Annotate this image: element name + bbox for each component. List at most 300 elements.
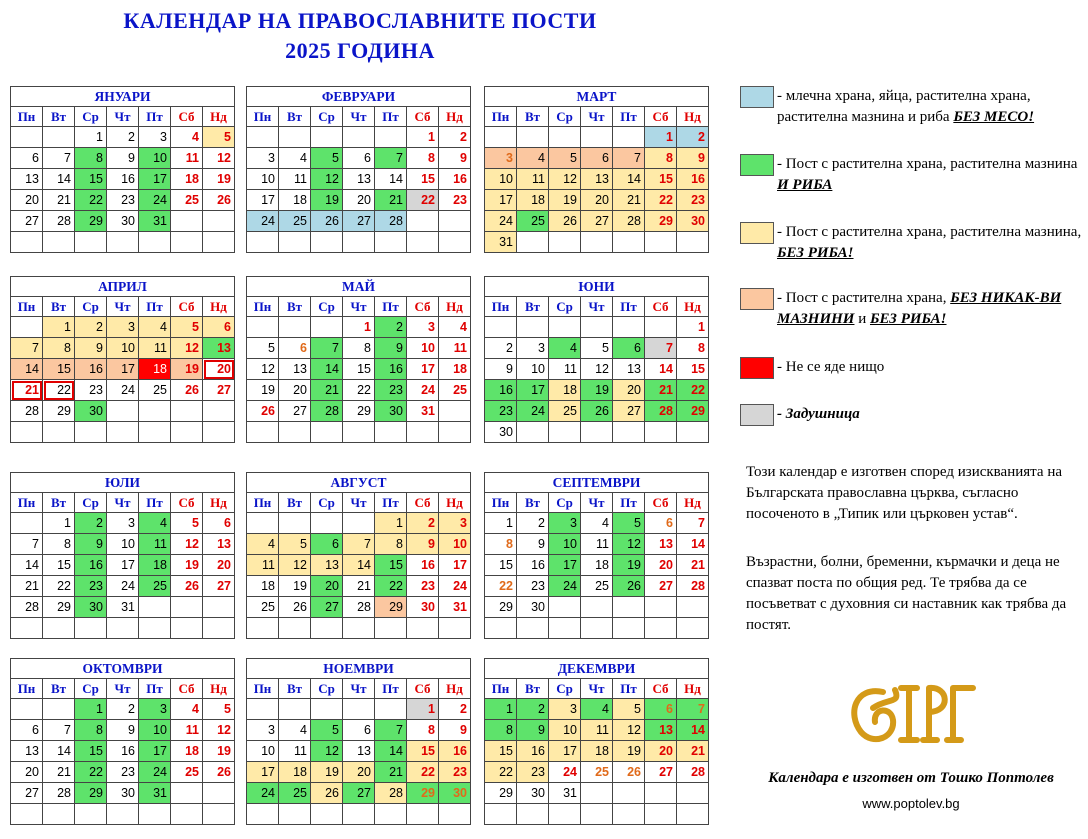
day-cell: 31 (139, 211, 171, 232)
week-row (485, 169, 709, 190)
day-cell: 22 (343, 380, 375, 401)
day-cell: 19 (549, 190, 581, 211)
empty-cell (139, 618, 171, 639)
legend-text-none: - Не се яде нищо (777, 359, 885, 375)
day-cell: 21 (311, 380, 343, 401)
day-cell: 21 (613, 190, 645, 211)
day-cell: 9 (677, 148, 709, 169)
empty-cell (517, 804, 549, 825)
day-cell: 6 (11, 148, 43, 169)
day-cell: 13 (311, 555, 343, 576)
empty-cell (343, 422, 375, 443)
month-name: МАРТ (485, 87, 709, 107)
day-cell: 9 (439, 148, 471, 169)
day-cell: 9 (517, 720, 549, 741)
empty-cell (343, 127, 375, 148)
day-cell: 2 (75, 513, 107, 534)
weekday-header: Чт (107, 679, 139, 699)
empty-cell (549, 597, 581, 618)
weekday-header: Чт (343, 107, 375, 127)
day-cell: 25 (171, 190, 203, 211)
day-cell: 22 (407, 190, 439, 211)
legend-text-oil: - Пост с растителна храна, растителна мазнина, БЕЗ РИБА! (777, 224, 1082, 261)
week-row (485, 190, 709, 211)
day-cell: 5 (311, 720, 343, 741)
day-cell: 25 (581, 576, 613, 597)
day-cell: 16 (407, 555, 439, 576)
month-table (484, 658, 709, 825)
week-row (11, 555, 235, 576)
month-calendar (484, 658, 709, 825)
empty-cell (549, 618, 581, 639)
empty-cell (171, 232, 203, 253)
week-row (485, 618, 709, 639)
empty-cell (311, 804, 343, 825)
empty-cell (375, 699, 407, 720)
empty-cell (107, 618, 139, 639)
day-cell: 15 (343, 359, 375, 380)
legend-text-milk: - млечна храна, яйца, растителна храна, растителна мазнина и риба БЕЗ МЕСО! (777, 88, 1035, 125)
day-cell: 8 (43, 338, 75, 359)
weekday-header: Вт (43, 679, 75, 699)
day-cell: 30 (375, 401, 407, 422)
empty-cell (171, 422, 203, 443)
day-cell: 31 (107, 597, 139, 618)
day-cell: 17 (439, 555, 471, 576)
empty-cell (343, 513, 375, 534)
day-cell: 13 (645, 534, 677, 555)
day-cell: 30 (485, 422, 517, 443)
empty-cell (43, 127, 75, 148)
day-cell: 26 (247, 401, 279, 422)
day-cell: 2 (407, 513, 439, 534)
day-cell: 14 (11, 359, 43, 380)
empty-cell (613, 232, 645, 253)
day-cell: 26 (311, 211, 343, 232)
day-cell: 10 (485, 169, 517, 190)
day-cell: 22 (43, 576, 75, 597)
day-cell: 28 (375, 211, 407, 232)
day-cell: 21 (677, 741, 709, 762)
day-cell: 20 (311, 576, 343, 597)
weekday-header: Пн (247, 679, 279, 699)
weekday-header: Сб (171, 297, 203, 317)
week-row (247, 359, 471, 380)
weekday-header: Пн (485, 297, 517, 317)
empty-cell (343, 232, 375, 253)
day-cell: 17 (139, 169, 171, 190)
empty-cell (613, 422, 645, 443)
week-row (485, 401, 709, 422)
month-calendar (246, 276, 471, 443)
day-cell: 22 (75, 190, 107, 211)
day-cell: 5 (549, 148, 581, 169)
day-cell: 27 (11, 783, 43, 804)
day-cell: 3 (485, 148, 517, 169)
empty-cell (343, 804, 375, 825)
day-cell: 25 (247, 597, 279, 618)
day-cell: 16 (75, 359, 107, 380)
day-cell: 18 (549, 380, 581, 401)
week-row (11, 804, 235, 825)
day-cell: 4 (549, 338, 581, 359)
weekday-header: Сб (645, 679, 677, 699)
day-cell: 24 (247, 211, 279, 232)
day-cell: 22 (645, 190, 677, 211)
week-row (247, 762, 471, 783)
day-cell: 24 (517, 401, 549, 422)
weekday-header: Пн (11, 297, 43, 317)
empty-cell (279, 232, 311, 253)
day-cell: 27 (279, 401, 311, 422)
empty-cell (247, 513, 279, 534)
day-cell: 15 (43, 359, 75, 380)
day-cell: 19 (311, 762, 343, 783)
week-row (247, 804, 471, 825)
weekday-header: Чт (107, 107, 139, 127)
month-name: АПРИЛ (11, 277, 235, 297)
empty-cell (375, 804, 407, 825)
empty-cell (107, 422, 139, 443)
weekday-header: Чт (107, 493, 139, 513)
day-cell: 25 (279, 211, 311, 232)
weekday-header: Пт (613, 679, 645, 699)
day-cell: 30 (677, 211, 709, 232)
day-cell: 1 (485, 513, 517, 534)
day-cell: 15 (75, 169, 107, 190)
day-cell: 6 (11, 720, 43, 741)
day-cell: 19 (203, 741, 235, 762)
day-cell: 18 (581, 555, 613, 576)
day-cell: 27 (581, 211, 613, 232)
weekday-header: Пт (139, 493, 171, 513)
week-row (247, 148, 471, 169)
empty-cell (485, 618, 517, 639)
empty-cell (549, 317, 581, 338)
week-row (485, 513, 709, 534)
day-cell: 10 (517, 359, 549, 380)
weekday-header: Нд (203, 493, 235, 513)
day-cell: 12 (549, 169, 581, 190)
day-cell: 9 (517, 534, 549, 555)
week-row (247, 720, 471, 741)
day-cell: 3 (549, 699, 581, 720)
empty-cell (439, 232, 471, 253)
week-row (485, 380, 709, 401)
day-cell: 14 (613, 169, 645, 190)
legend-swatch-memorial (740, 404, 774, 426)
weekday-header: Вт (279, 297, 311, 317)
day-cell: 18 (139, 555, 171, 576)
empty-cell (279, 618, 311, 639)
week-row (11, 783, 235, 804)
weekday-header: Пт (139, 107, 171, 127)
week-row (247, 576, 471, 597)
day-cell: 19 (171, 359, 203, 380)
weekday-header: Вт (43, 297, 75, 317)
day-cell: 5 (613, 699, 645, 720)
day-cell: 4 (581, 699, 613, 720)
day-cell: 6 (581, 148, 613, 169)
day-cell: 28 (11, 597, 43, 618)
week-row (247, 783, 471, 804)
day-cell: 16 (517, 555, 549, 576)
empty-cell (75, 804, 107, 825)
day-cell: 4 (279, 148, 311, 169)
weekday-header: Пн (485, 107, 517, 127)
empty-cell (439, 211, 471, 232)
month-calendar (246, 472, 471, 639)
day-cell: 12 (311, 741, 343, 762)
day-cell: 23 (517, 576, 549, 597)
empty-cell (375, 232, 407, 253)
day-cell: 31 (439, 597, 471, 618)
day-cell: 29 (645, 211, 677, 232)
day-cell: 11 (171, 148, 203, 169)
day-cell: 28 (11, 401, 43, 422)
week-row (247, 699, 471, 720)
day-cell: 6 (203, 513, 235, 534)
empty-cell (485, 127, 517, 148)
day-cell: 20 (203, 555, 235, 576)
week-row (485, 232, 709, 253)
day-cell: 28 (343, 597, 375, 618)
day-cell: 18 (517, 190, 549, 211)
empty-cell (43, 618, 75, 639)
day-cell: 3 (139, 699, 171, 720)
day-cell: 9 (375, 338, 407, 359)
empty-cell (613, 317, 645, 338)
empty-cell (677, 597, 709, 618)
week-row (247, 422, 471, 443)
empty-cell (107, 401, 139, 422)
week-row (247, 211, 471, 232)
weekday-header: Ср (311, 107, 343, 127)
day-cell: 12 (613, 720, 645, 741)
day-cell: 30 (75, 401, 107, 422)
day-cell: 13 (11, 741, 43, 762)
day-cell: 6 (645, 699, 677, 720)
week-row (247, 127, 471, 148)
day-cell: 4 (581, 513, 613, 534)
day-cell: 28 (43, 211, 75, 232)
month-name: ЮНИ (485, 277, 709, 297)
day-cell: 10 (107, 534, 139, 555)
day-cell: 27 (343, 211, 375, 232)
day-cell: 3 (107, 513, 139, 534)
empty-cell (107, 232, 139, 253)
month-table (484, 86, 709, 253)
empty-cell (645, 232, 677, 253)
empty-cell (581, 127, 613, 148)
day-cell: 8 (75, 148, 107, 169)
weekday-header: Чт (581, 297, 613, 317)
empty-cell (439, 422, 471, 443)
day-cell: 23 (439, 190, 471, 211)
weekday-header: Ср (549, 107, 581, 127)
legend-swatch-fish (740, 154, 774, 176)
day-cell: 13 (11, 169, 43, 190)
month-calendar (246, 86, 471, 253)
day-cell: 1 (407, 127, 439, 148)
empty-cell (581, 232, 613, 253)
day-cell: 7 (375, 148, 407, 169)
day-cell: 16 (517, 741, 549, 762)
day-cell: 20 (343, 190, 375, 211)
day-cell: 1 (75, 127, 107, 148)
empty-cell (645, 422, 677, 443)
month-table (10, 472, 235, 639)
empty-cell (517, 232, 549, 253)
empty-cell (171, 618, 203, 639)
empty-cell (139, 232, 171, 253)
day-cell: 29 (375, 597, 407, 618)
day-cell: 1 (343, 317, 375, 338)
day-cell: 26 (203, 762, 235, 783)
week-row (247, 513, 471, 534)
day-cell: 15 (677, 359, 709, 380)
empty-cell (549, 232, 581, 253)
empty-cell (43, 804, 75, 825)
weekday-header: Чт (343, 493, 375, 513)
week-row (11, 338, 235, 359)
week-row (11, 211, 235, 232)
day-cell: 7 (677, 513, 709, 534)
month-name: МАЙ (247, 277, 471, 297)
day-cell: 13 (343, 169, 375, 190)
week-row (247, 597, 471, 618)
empty-cell (517, 317, 549, 338)
month-name: ДЕКЕМВРИ (485, 659, 709, 679)
week-row (485, 762, 709, 783)
week-row (11, 699, 235, 720)
month-table (10, 86, 235, 253)
month-calendar (484, 472, 709, 639)
day-cell: 16 (375, 359, 407, 380)
weekday-header: Пт (375, 493, 407, 513)
month-name: СЕПТЕМВРИ (485, 473, 709, 493)
empty-cell (375, 618, 407, 639)
week-row (11, 380, 235, 401)
day-cell: 29 (485, 783, 517, 804)
day-cell: 20 (11, 762, 43, 783)
weekday-header: Ср (311, 297, 343, 317)
month-table (10, 658, 235, 825)
day-cell: 30 (407, 597, 439, 618)
day-cell: 8 (407, 148, 439, 169)
page-subtitle: 2025 ГОДИНА (285, 38, 435, 63)
day-cell: 25 (581, 762, 613, 783)
empty-cell (11, 699, 43, 720)
day-cell: 3 (247, 720, 279, 741)
weekday-header: Нд (677, 297, 709, 317)
day-cell: 16 (75, 555, 107, 576)
day-cell: 23 (75, 576, 107, 597)
day-cell: 19 (581, 380, 613, 401)
empty-cell (247, 422, 279, 443)
weekday-header: Пт (139, 679, 171, 699)
day-cell: 5 (613, 513, 645, 534)
day-cell: 11 (581, 534, 613, 555)
day-cell: 29 (343, 401, 375, 422)
day-cell: 5 (581, 338, 613, 359)
day-cell: 12 (203, 148, 235, 169)
weekday-header: Ср (549, 297, 581, 317)
month-table (246, 86, 471, 253)
weekday-header: Пн (485, 493, 517, 513)
month-name: ФЕВРУАРИ (247, 87, 471, 107)
day-cell: 12 (203, 720, 235, 741)
day-cell: 2 (677, 127, 709, 148)
day-cell: 10 (439, 534, 471, 555)
day-cell: 25 (139, 380, 171, 401)
day-cell: 18 (139, 359, 171, 380)
empty-cell (439, 618, 471, 639)
day-cell: 7 (43, 148, 75, 169)
legend-swatch-dry (740, 288, 774, 310)
day-cell: 15 (43, 555, 75, 576)
empty-cell (549, 422, 581, 443)
empty-cell (517, 618, 549, 639)
day-cell: 23 (75, 380, 107, 401)
day-cell: 31 (549, 783, 581, 804)
day-cell: 21 (677, 555, 709, 576)
day-cell: 25 (171, 762, 203, 783)
day-cell: 13 (203, 338, 235, 359)
day-cell: 6 (311, 534, 343, 555)
day-cell: 27 (645, 576, 677, 597)
legend-swatch-none (740, 357, 774, 379)
week-row (11, 148, 235, 169)
weekday-header: Пн (11, 493, 43, 513)
day-cell: 15 (375, 555, 407, 576)
empty-cell (11, 127, 43, 148)
month-calendar (246, 658, 471, 825)
day-cell: 14 (43, 169, 75, 190)
day-cell: 9 (107, 720, 139, 741)
empty-cell (75, 618, 107, 639)
week-row (485, 720, 709, 741)
week-row (11, 741, 235, 762)
empty-cell (139, 804, 171, 825)
legend-swatch-milk (740, 86, 774, 108)
legend-swatch-oil (740, 222, 774, 244)
weekday-header: Пт (375, 679, 407, 699)
day-cell: 15 (75, 741, 107, 762)
day-cell: 27 (343, 783, 375, 804)
day-cell: 23 (107, 190, 139, 211)
day-cell: 28 (645, 401, 677, 422)
day-cell: 14 (343, 555, 375, 576)
day-cell: 7 (343, 534, 375, 555)
week-row (11, 762, 235, 783)
day-cell: 9 (107, 148, 139, 169)
month-calendar (10, 86, 235, 253)
day-cell: 16 (439, 741, 471, 762)
empty-cell (171, 211, 203, 232)
weekday-header: Сб (407, 297, 439, 317)
empty-cell (311, 699, 343, 720)
footer-website[interactable]: www.poptolev.bg (862, 796, 960, 811)
weekday-header: Вт (517, 493, 549, 513)
day-cell: 9 (75, 534, 107, 555)
day-cell: 28 (677, 762, 709, 783)
day-cell: 23 (485, 401, 517, 422)
day-cell: 15 (485, 555, 517, 576)
empty-cell (581, 317, 613, 338)
day-cell: 16 (107, 169, 139, 190)
day-cell: 5 (247, 338, 279, 359)
